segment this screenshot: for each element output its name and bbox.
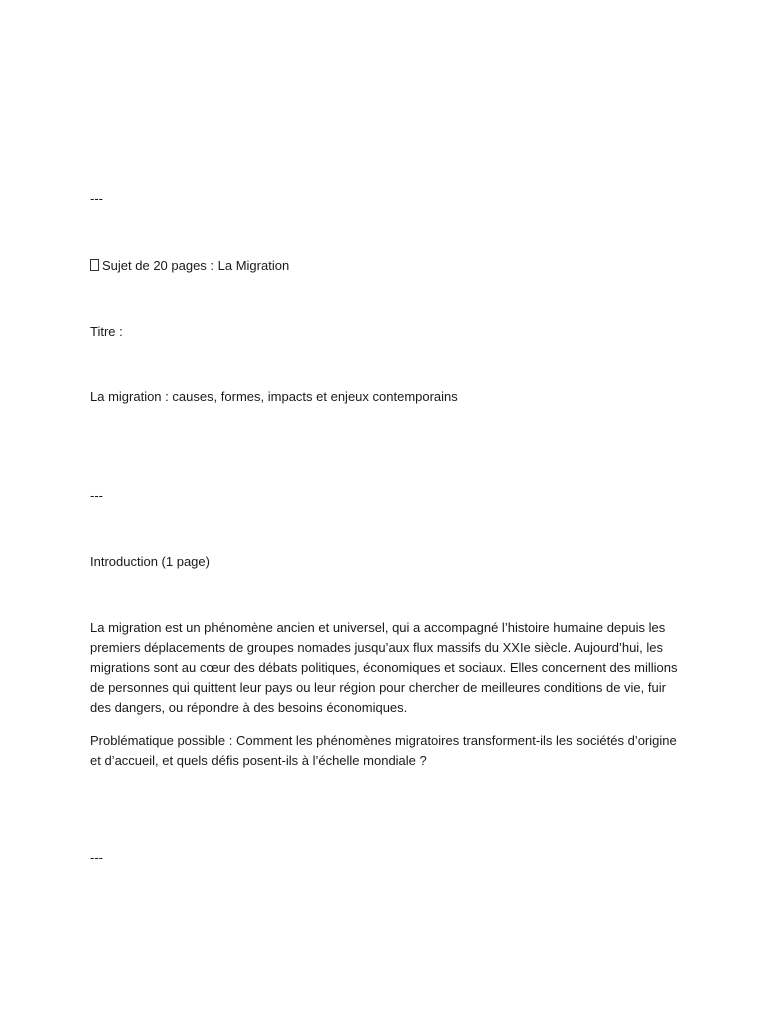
problematique-paragraph: Problématique possible : Comment les phénomènes migratoires transforment-ils les sociétés d’origine et d’accueil, et quels défis posent-ils à l’échelle mondiale ?: [90, 733, 677, 768]
missing-glyph-icon: [90, 259, 99, 271]
title-label: Titre :: [90, 324, 123, 339]
intro-heading: Introduction (1 page): [90, 554, 210, 569]
separator-line-2: ---: [90, 488, 103, 503]
separator-line-3: ---: [90, 850, 103, 865]
title-text: La migration : causes, formes, impacts et enjeux contemporains: [90, 389, 458, 404]
subject-text: Sujet de 20 pages : La Migration: [102, 258, 290, 273]
intro-paragraph: La migration est un phénomène ancien et universel, qui a accompagné l’histoire humaine depuis les premiers déplacements de groupes nomades jusqu’aux flux massifs du XXIe siècle. Aujourd’hui, les migrations sont au cœur des débats politiques, économiques et sociaux. Elles concernent des millions de personnes qui quittent leur pays ou leur région pour chercher de meilleures conditions de vie, fuir des dangers, ou répondre à des besoins économiques.: [90, 620, 678, 715]
subject-line: [90, 256, 289, 276]
separator-line-1: ---: [90, 191, 103, 206]
